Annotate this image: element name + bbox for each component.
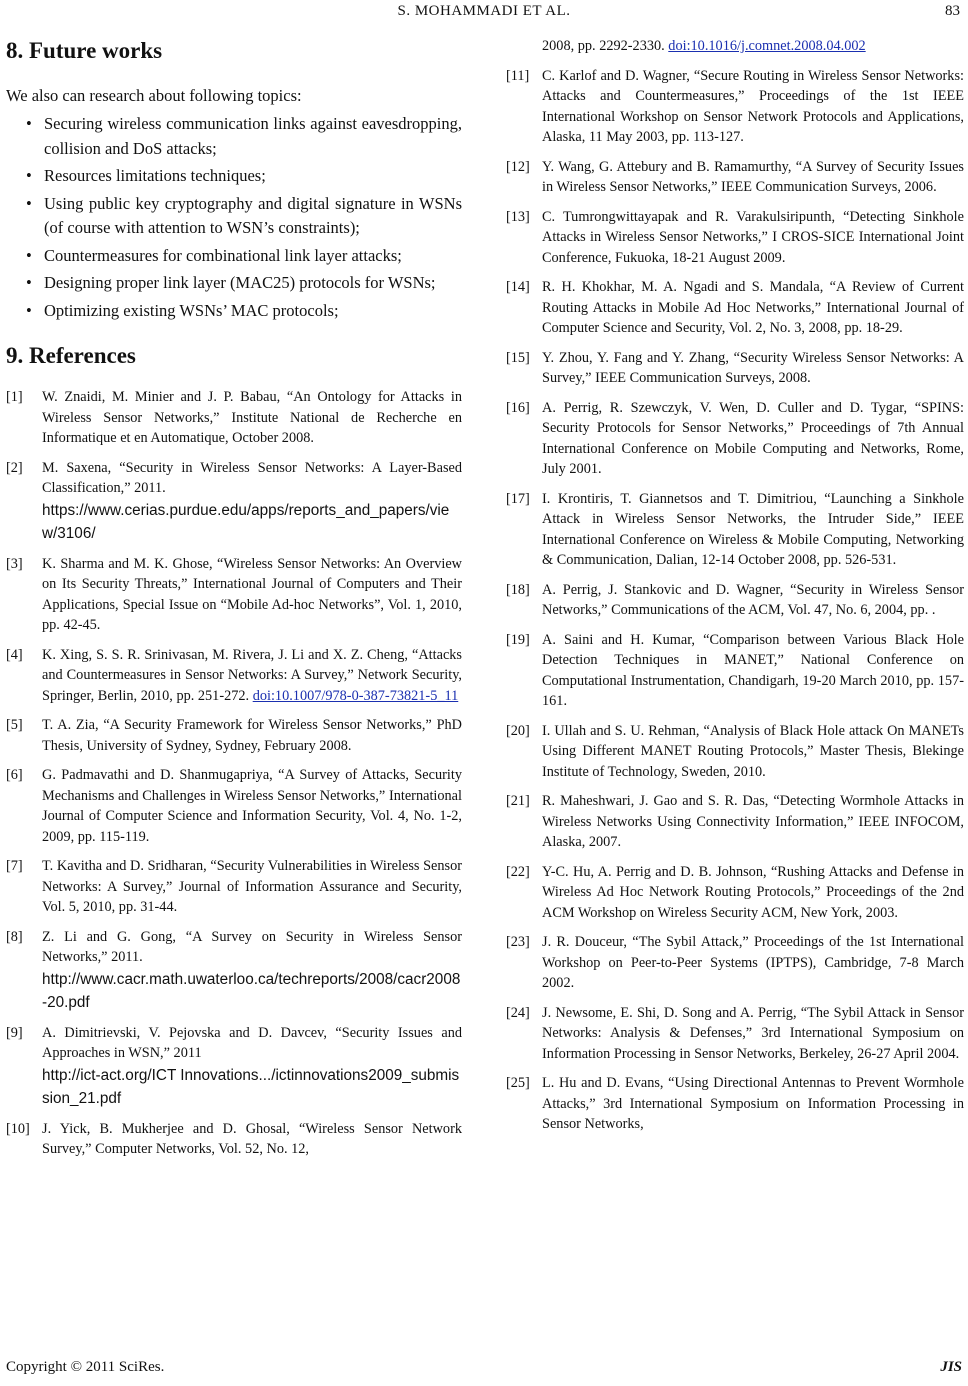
future-work-text: Using public key cryptography and digital signature in WSNs (of course with attention to WSN’s constraints);	[44, 193, 462, 237]
future-works-intro: We also can research about following topics:	[6, 86, 302, 105]
reference-number: [11]	[506, 67, 530, 84]
reference-number: [23]	[506, 934, 530, 950]
reference-text: C. Karlof and D. Wagner, “Secure Routing in Wireless Sensor Networks: Attacks and Countermeasures,” Proceedings of the 1st IEEE International Workshop on Sensor Network Protocols and Applications, Alaska, 11 May 2003, pp. 113-127.	[542, 67, 964, 145]
reference-item	[6, 1023, 462, 1110]
doi-link[interactable]: doi:10.1016/j.comnet.2008.04.002	[668, 38, 866, 54]
journal-abbreviation: JIS	[940, 1359, 962, 1375]
reference-url[interactable]: https://www.cerias.purdue.edu/apps/reports_and_papers/view/3106/	[42, 501, 450, 542]
reference-number: [2]	[6, 459, 23, 476]
reference-item	[506, 1073, 964, 1135]
reference-number: [22]	[506, 863, 530, 880]
reference-number: [5]	[6, 717, 23, 733]
reference-number: [21]	[506, 793, 530, 809]
future-work-item	[6, 164, 462, 189]
reference-number: [15]	[506, 349, 530, 366]
future-work-text: Resources limitations techniques;	[44, 166, 266, 185]
reference-text: K. Xing, S. S. R. Srinivasan, M. Rivera, J. Li and X. Z. Cheng, “Attacks and Countermeasures in Sensor Networks: A Survey,” Network Security, Springer, Berlin, 2010, pp. 251-272.	[42, 646, 462, 704]
reference-item	[506, 398, 964, 480]
reference-text: Y-C. Hu, A. Perrig and D. B. Johnson, “Rushing Attacks and Defense in Wireless Ad Hoc Network Routing Protocols,” Proceedings of the 2nd ACM Workshop on Wireless Security ACM, New York, 2003.	[542, 863, 964, 921]
bullet-icon: •	[26, 166, 32, 185]
reference-item	[506, 157, 964, 198]
reference-number: [3]	[6, 555, 23, 572]
reference-number: [7]	[6, 858, 23, 874]
page-number: 83	[945, 3, 960, 19]
running-title: S. MOHAMMADI ET AL.	[397, 3, 571, 19]
reference-item	[506, 277, 964, 339]
reference-number: [17]	[506, 490, 530, 507]
reference-number: [8]	[6, 928, 23, 945]
reference-text: J. R. Douceur, “The Sybil Attack,” Proceedings of the 1st International Workshop on Peer-to-Peer Systems (IPTPS), Cambridge, 7-8 March 2002.	[542, 934, 964, 991]
reference-text: W. Znaidi, M. Minier and J. P. Babau, “An Ontology for Attacks in Wireless Sensor Networks,” Institute National de Recherche en Informatique et en Automatique, October 2008.	[42, 389, 462, 446]
references-list-left	[6, 387, 462, 1160]
future-work-item	[6, 244, 462, 269]
right-column	[506, 36, 964, 1144]
reference-url[interactable]: http://www.cacr.math.uwaterloo.ca/techreports/2008/cacr2008-20.pdf	[42, 970, 461, 1011]
reference-text: Y. Wang, G. Attebury and B. Ramamurthy, “A Survey of Security Issues in Wireless Sensor Networks,” IEEE Communication Surveys, 2006.	[542, 158, 964, 195]
reference-item	[6, 1119, 462, 1160]
reference-number: [4]	[6, 646, 23, 663]
reference-item	[506, 630, 964, 712]
reference-text: T. Kavitha and D. Sridharan, “Security Vulnerabilities in Wireless Sensor Networks: A Survey,” Journal of Information Assurance and Security, Vol. 5, 2010, pp. 31-44.	[42, 858, 462, 915]
future-work-item	[6, 112, 462, 161]
reference-text: I. Krontiris, T. Giannetsos and T. Dimitriou, “Launching a Sinkhole Attack in Wireless Sensor Networks, the Intruder Side,” IEEE International Conference on Wireless & Mobile Computing, Networking & Communication, Dalian, 12-14 October 2008, pp. 526-531.	[542, 490, 964, 568]
reference-item	[506, 1003, 964, 1065]
reference-text: Z. Li and G. Gong, “A Survey on Security in Wireless Sensor Networks,” 2011.	[42, 928, 462, 965]
reference-item	[506, 791, 964, 853]
reference-item	[6, 765, 462, 847]
reference-number: [13]	[506, 208, 530, 225]
reference-item	[6, 645, 462, 707]
reference-number: [16]	[506, 399, 530, 416]
reference-text: A. Dimitrievski, V. Pejovska and D. Davcev, “Security Issues and Approaches in WSN,” 2011	[42, 1024, 462, 1061]
reference-text: J. Yick, B. Mukherjee and D. Ghosal, “Wireless Sensor Network Survey,” Computer Networks, Vol. 52, No. 12,	[42, 1120, 462, 1157]
doi-link[interactable]: doi:10.1007/978-0-387-73821-5_11	[252, 687, 459, 704]
reference-text: A. Saini and H. Kumar, “Comparison between Various Black Hole Detection Techniques in MANET,” National Conference on Computational Instrumentation, Chandigarh, 19-20 March 2010, pp. 157-161.	[542, 631, 964, 709]
reference-item	[506, 932, 964, 994]
reference-item	[506, 580, 964, 621]
reference-number: [1]	[6, 389, 23, 405]
reference-item	[6, 387, 462, 449]
reference-item	[6, 927, 462, 1014]
reference-text: K. Sharma and M. K. Ghose, “Wireless Sensor Networks: An Overview on Its Security Threats,” International Journal of Computers and Their Applications, Special Issue on “Mobile Ad-hoc Networks”, Vol. 1, 2010, pp. 42-45.	[42, 555, 462, 633]
future-work-item	[6, 271, 462, 296]
references-list-right	[506, 66, 964, 1135]
reference-number: [25]	[506, 1075, 530, 1091]
page-footer	[6, 1359, 962, 1376]
reference-item	[506, 348, 964, 389]
bullet-icon: •	[26, 245, 32, 265]
reference-text: I. Ullah and S. U. Rehman, “Analysis of Black Hole attack On MANETs Using Different MANET Routing Protocols,” Master Thesis, Blekinge Institute of Technology, Sweden, 2010.	[542, 722, 964, 780]
reference-item	[506, 862, 964, 924]
reference-item	[6, 856, 462, 918]
bullet-icon: •	[26, 273, 32, 292]
reference-number: [9]	[6, 1024, 23, 1041]
reference-item	[506, 489, 964, 571]
future-works-heading: 8. Future works	[6, 38, 163, 63]
reference-item	[506, 207, 964, 269]
references-heading: 9. References	[6, 343, 136, 368]
reference-number: [19]	[506, 631, 530, 648]
reference-number: [6]	[6, 767, 23, 783]
reference-text: T. A. Zia, “A Security Framework for Wireless Sensor Networks,” PhD Thesis, University of Sydney, Sydney, February 2008.	[42, 717, 462, 754]
reference-text: A. Perrig, J. Stankovic and D. Wagner, “Security in Wireless Sensor Networks,” Communications of the ACM, Vol. 47, No. 6, 2004, pp. .	[542, 581, 964, 618]
bullet-icon: •	[26, 193, 32, 213]
reference-number: [18]	[506, 581, 530, 598]
future-works-list	[6, 112, 462, 323]
reference-item	[6, 715, 462, 756]
reference-number: [14]	[506, 279, 530, 295]
future-work-item	[6, 192, 462, 241]
reference-number: [10]	[6, 1120, 30, 1137]
reference-text: M. Saxena, “Security in Wireless Sensor Networks: A Layer-Based Classification,” 2011.	[42, 459, 462, 496]
reference-number: [24]	[506, 1004, 530, 1021]
reference-text: A. Perrig, R. Szewczyk, V. Wen, D. Culler and D. Tygar, “SPINS: Security Protocols for Sensor Networks,” Proceedings of 7th Annual International Conference on Mobile Computing and Networks, Rome, July 2001.	[542, 399, 964, 477]
left-column	[6, 30, 462, 1169]
reference-continuation	[506, 36, 964, 57]
copyright: Copyright © 2011 SciRes.	[6, 1359, 165, 1375]
reference-text: R. H. Khokhar, M. A. Ngadi and S. Mandala, “A Review of Current Routing Attacks in Mobile Ad Hoc Networks,” International Journal of Computer Science and Security, Vol. 2, No. 3, 2008, pp. 18-29.	[542, 279, 964, 336]
reference-text: J. Newsome, E. Shi, D. Song and A. Perrig, “The Sybil Attack in Sensor Networks: Analysis & Defenses,” 3rd International Symposium on Information Processing in Sensor Networks, Berkeley, 26-27 April 2004.	[542, 1004, 964, 1062]
future-work-text: Optimizing existing WSNs’ MAC protocols;	[44, 300, 339, 320]
future-work-text: Countermeasures for combinational link layer attacks;	[44, 245, 402, 265]
reference-item	[506, 721, 964, 783]
future-work-item	[6, 299, 462, 324]
reference-text: G. Padmavathi and D. Shanmugapriya, “A Survey of Attacks, Security Mechanisms and Challenges in Wireless Sensor Networks,” International Journal of Computer Science and Information Security, Vol. 4, No. 1-2, 2009, pp. 115-119.	[42, 767, 462, 845]
reference-number: [12]	[506, 158, 530, 175]
reference-text: L. Hu and D. Evans, “Using Directional Antennas to Prevent Wormhole Attacks,” 3rd International Symposium on Information Processing in Sensor Networks,	[542, 1075, 964, 1132]
reference-item	[6, 458, 462, 545]
reference-text: 2008, pp. 2292-2330.	[542, 38, 665, 54]
reference-number: [20]	[506, 722, 530, 739]
reference-text: Y. Zhou, Y. Fang and Y. Zhang, “Security Wireless Sensor Networks: A Survey,” IEEE Communication Surveys, 2008.	[542, 349, 964, 386]
reference-url[interactable]: http://ict-act.org/ICT Innovations.../ictinnovations2009_submission_21.pdf	[42, 1066, 460, 1107]
reference-item	[6, 554, 462, 636]
page-header	[0, 3, 968, 27]
bullet-icon: •	[26, 300, 32, 320]
reference-text: C. Tumrongwittayapak and R. Varakulsiripunth, “Detecting Sinkhole Attacks in Wireless Sensor Networks,” I CROS-SICE International Joint Conference, Fukuoka, 18-21 August 2009.	[542, 208, 964, 266]
future-work-text: Designing proper link layer (MAC25) protocols for WSNs;	[44, 273, 436, 292]
reference-text: R. Maheshwari, J. Gao and S. R. Das, “Detecting Wormhole Attacks in Wireless Networks Using Connectivity Information,” IEEE INFOCOM, Alaska, 2007.	[542, 793, 964, 850]
reference-item	[506, 66, 964, 148]
bullet-icon: •	[26, 114, 32, 133]
future-work-text: Securing wireless communication links against eavesdropping, collision and DoS attacks;	[44, 114, 462, 158]
